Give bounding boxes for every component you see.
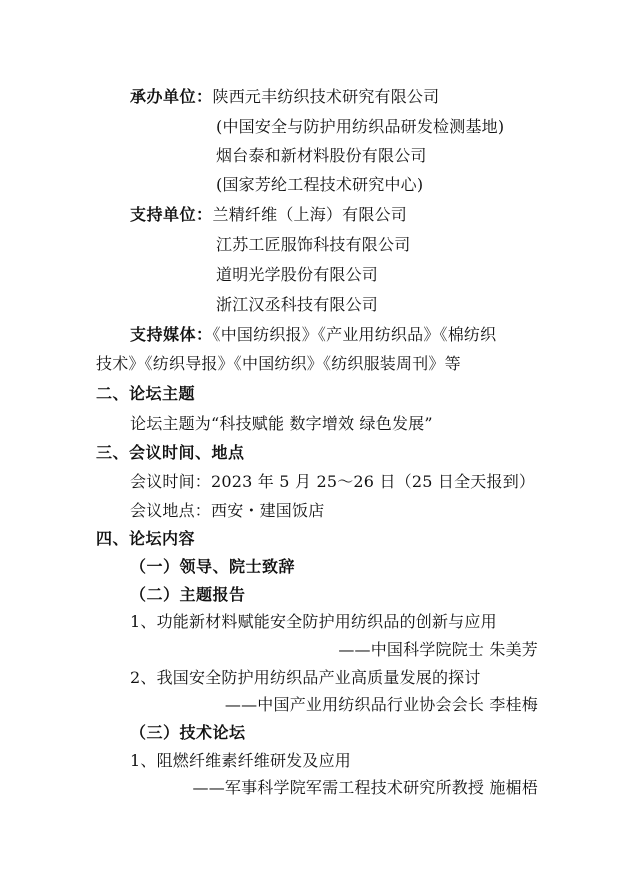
host-label: 承办单位：: [130, 87, 213, 106]
report-1-title: 1、功能新材料赋能安全防护用纺织品的创新与应用: [130, 612, 497, 631]
subsection-2-heading: （二）主题报告: [130, 585, 246, 604]
support-item-2: 江苏工匠服饰科技有限公司: [216, 235, 411, 254]
section-4-heading: 四、论坛内容: [96, 529, 196, 548]
support-item-1: 兰精纤维（上海）有限公司: [212, 205, 407, 224]
section-3-heading: 三、会议时间、地点: [96, 443, 245, 462]
report-2-speaker: ——中国产业用纺织品行业协会会长 李桂梅: [224, 695, 538, 714]
support-label: 支持单位：: [130, 205, 213, 224]
media-line-1: 《中国纺织报》《产业用纺织品》《棉纺织: [212, 325, 497, 344]
meeting-place: 会议地点：西安・建国饭店: [130, 501, 325, 520]
section-2-heading: 二、论坛主题: [96, 384, 196, 403]
meeting-time: 会议时间：2023 年 5 月 25～26 日（25 日全天报到）: [130, 472, 536, 491]
support-row-1: [130, 205, 407, 225]
host-item-1: 陕西元丰纺织技术研究有限公司: [212, 87, 440, 106]
subsection-3-heading: （三）技术论坛: [130, 723, 246, 742]
report-1-speaker: ——中国科学院院士 朱美芳: [338, 640, 538, 659]
host-item-4: (国家芳纶工程技术研究中心): [216, 175, 424, 194]
support-item-4: 浙江汉丞科技有限公司: [216, 295, 379, 314]
report-2-title: 2、我国安全防护用纺织品产业高质量发展的探讨: [130, 668, 481, 687]
tech-1-speaker: ——军事科学院军需工程技术研究所教授 施楣梧: [192, 778, 538, 797]
media-label: 支持媒体：: [130, 325, 213, 344]
media-row-1: [130, 325, 496, 345]
subsection-1-heading: （一）领导、院士致辞: [130, 557, 296, 576]
support-item-3: 道明光学股份有限公司: [216, 265, 379, 284]
host-item-2: (中国安全与防护用纺织品研发检测基地): [216, 117, 505, 136]
tech-1-title: 1、阻燃纤维素纤维研发及应用: [130, 751, 351, 770]
host-item-3: 烟台泰和新材料股份有限公司: [216, 146, 427, 165]
host-row-1: [130, 87, 439, 107]
media-line-2: 技术》《纺织导报》《中国纺织》《纺织服装周刊》等: [96, 354, 461, 373]
forum-theme-text: 论坛主题为“科技赋能 数字增效 绿色发展”: [130, 414, 433, 433]
